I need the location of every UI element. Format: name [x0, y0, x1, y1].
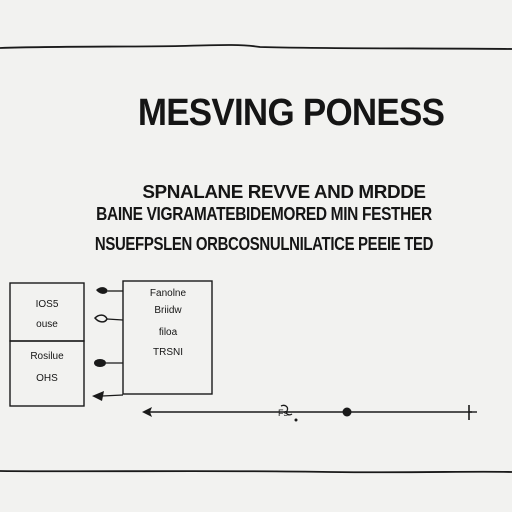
axis-marker-label: Fs [278, 408, 288, 418]
middle-box-label-3: filoa [158, 327, 178, 338]
middle-box-label-1: Fanolne [149, 288, 187, 299]
middle-box-label-4: TRSNI [153, 347, 183, 358]
connector-1 [96, 287, 123, 294]
left-box-top-label-1: IOS5 [35, 299, 59, 310]
middle-box-label-2: Briidw [154, 305, 182, 316]
paragraph-line-3: NSUEFPSLEN ORBCOSNULNILATICE PEEIE TED [94, 234, 434, 254]
connector-2 [95, 315, 123, 322]
paragraph-line-2: BAINE VIGRAMATEBIDEMORED MIN FESTHER [96, 204, 432, 224]
top-border-line [0, 45, 512, 49]
diagram-title: MESVING PONESS [137, 92, 445, 134]
axis-dot-marker [343, 408, 352, 417]
left-box-bottom-label-1: Rosilue [30, 351, 64, 362]
connector-3 [94, 359, 123, 367]
paragraph-line-1: SPNALANE REVVE AND MRDDE [142, 182, 426, 202]
left-box-top-label-2: ouse [36, 319, 58, 330]
axis-small-dot [295, 419, 298, 422]
left-box-bottom-label-2: OHS [36, 373, 58, 384]
bottom-border-line [0, 471, 512, 472]
connector-4 [92, 391, 123, 401]
left-box-top [10, 283, 84, 341]
